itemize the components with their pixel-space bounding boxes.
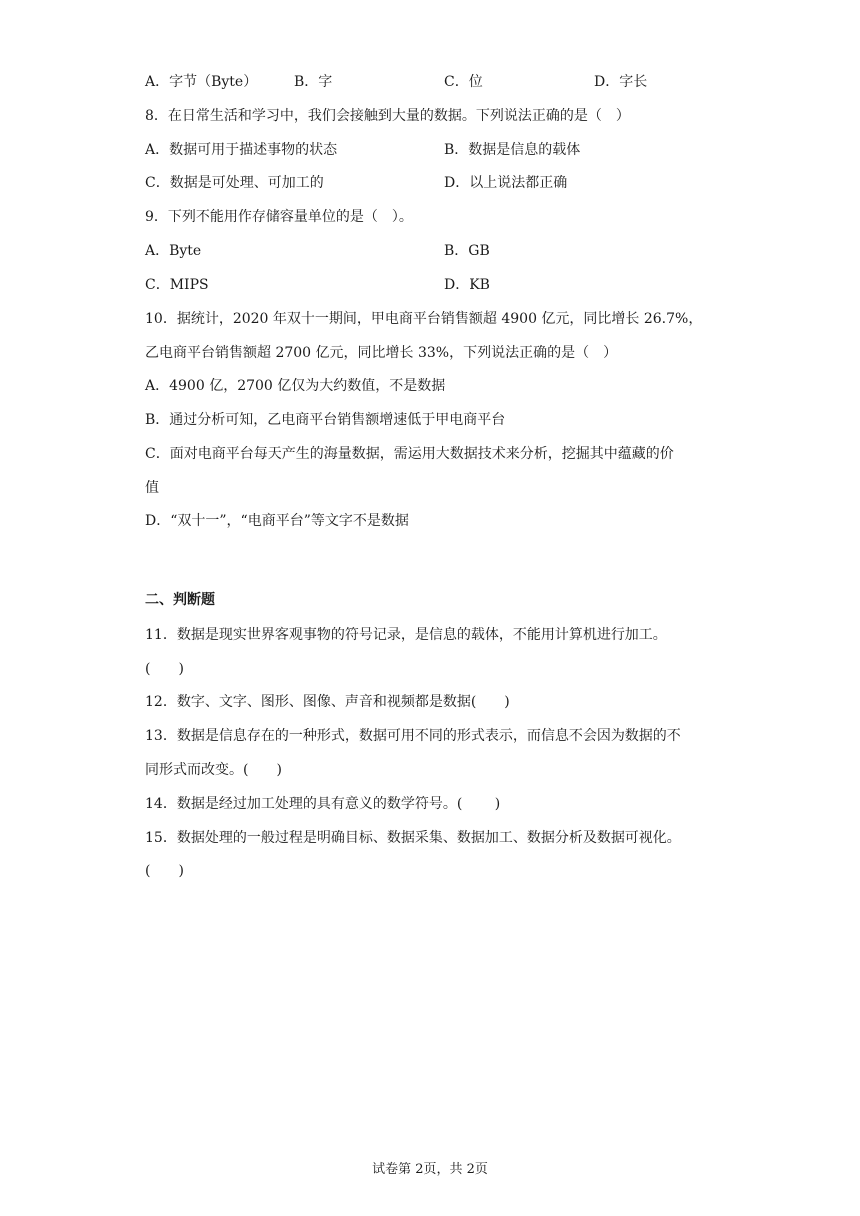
q7-option-b: B．字 — [294, 74, 333, 90]
q10-option-d: D．“双十一”，“电商平台”等文字不是数据 — [145, 513, 409, 529]
q9-stem: 9．下列不能用作存储容量单位的是（ ）。 — [145, 209, 413, 225]
q13-line1: 13．数据是信息存在的一种形式，数据可用不同的形式表示，而信息不会因为数据的不 — [145, 728, 681, 744]
q13-line2: 同形式而改变。( ) — [145, 762, 282, 778]
q9-option-b: B．GB — [444, 243, 490, 259]
q8-option-d: D．以上说法都正确 — [444, 175, 568, 191]
q7-option-a: A．字节（Byte） — [145, 74, 258, 90]
q12-line1: 12．数字、文字、图形、图像、声音和视频都是数据( ) — [145, 694, 510, 710]
q7-option-c: C．位 — [444, 74, 483, 90]
q15-answer-blank: ( ) — [145, 863, 184, 879]
q10-option-c-cont: 值 — [145, 480, 159, 496]
q10-option-b: B．通过分析可知，乙电商平台销售额增速低于甲电商平台 — [145, 412, 506, 428]
q10-option-c: C．面对电商平台每天产生的海量数据，需运用大数据技术来分析，挖掘其中蕴藏的价 — [145, 446, 674, 462]
page-footer: 试卷第 2页，共 2页 — [372, 1162, 488, 1177]
section-title-true-false: 二、判断题 — [145, 592, 215, 608]
q14-line1: 14．数据是经过加工处理的具有意义的数学符号。( ) — [145, 796, 501, 812]
q10-stem-line1: 10．据统计，2020 年双十一期间，甲电商平台销售额超 4900 亿元，同比增长 26.7%， — [145, 311, 703, 327]
q10-option-a: A．4900 亿，2700 亿仅为大约数值，不是数据 — [145, 378, 446, 394]
q9-option-a: A．Byte — [145, 243, 202, 259]
q9-option-d: D．KB — [444, 277, 490, 293]
q8-option-a: A．数据可用于描述事物的状态 — [145, 142, 338, 158]
q11-line1: 11．数据是现实世界客观事物的符号记录，是信息的载体，不能用计算机进行加工。 — [145, 627, 667, 643]
q9-option-c: C．MIPS — [145, 277, 209, 293]
q10-stem-line2: 乙电商平台销售额超 2700 亿元，同比增长 33%，下列说法正确的是（ ） — [145, 345, 618, 361]
q15-line1: 15．数据处理的一般过程是明确目标、数据采集、数据加工、数据分析及数据可视化。 — [145, 830, 681, 846]
q8-stem: 8．在日常生活和学习中，我们会接触到大量的数据。下列说法正确的是（ ） — [145, 108, 630, 124]
q7-option-d: D．字长 — [594, 74, 648, 90]
q8-option-b: B．数据是信息的载体 — [444, 142, 581, 158]
q8-option-c: C．数据是可处理、可加工的 — [145, 175, 324, 191]
q11-answer-blank: ( ) — [145, 661, 184, 677]
